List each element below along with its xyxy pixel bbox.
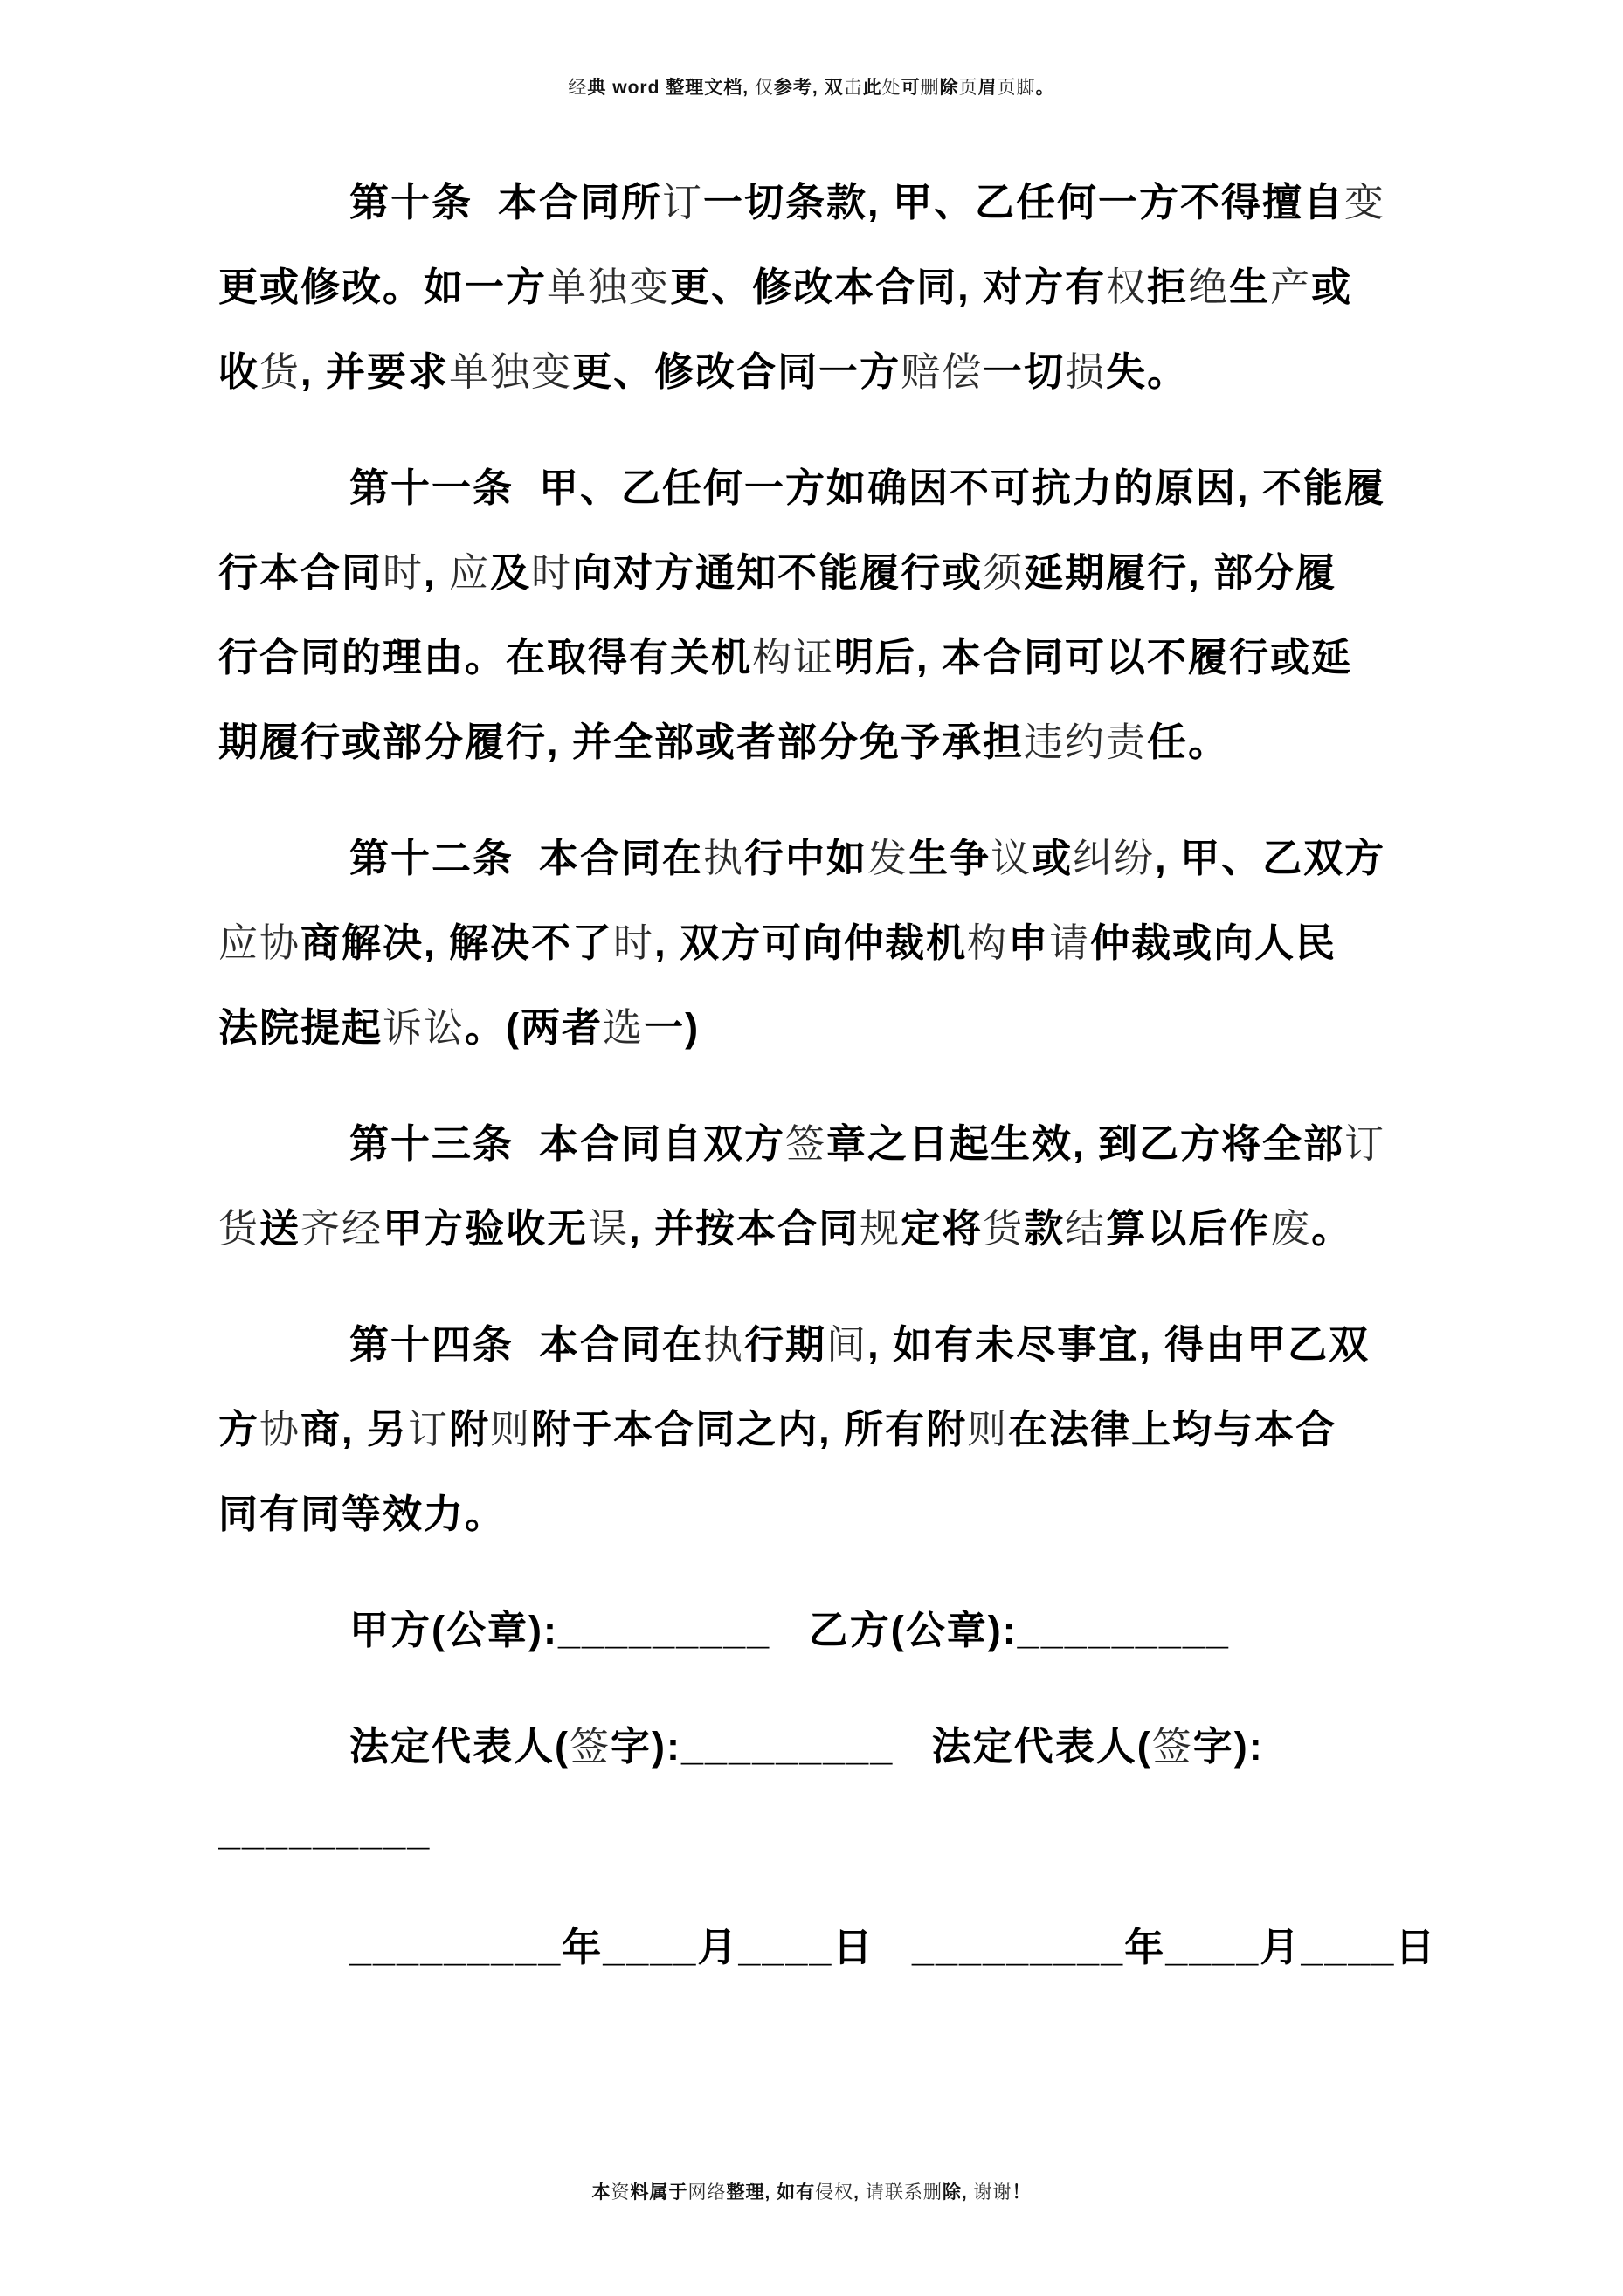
light-glyph: 赔: [901, 349, 943, 394]
light-glyph: 货: [983, 1206, 1025, 1251]
light-glyph: 击: [843, 78, 863, 98]
clause-article-11: [218, 445, 1389, 784]
light-glyph: 删: [920, 78, 940, 98]
light-glyph: 签: [1151, 1724, 1193, 1769]
light-glyph: 单: [547, 265, 589, 309]
clause-article-13: [218, 1101, 1389, 1271]
light-glyph: 诉: [383, 1005, 425, 1050]
light-glyph: 网: [687, 2182, 708, 2203]
light-glyph: 签: [785, 1121, 827, 1166]
light-glyph: 约: [1065, 720, 1107, 764]
clause-article-10: [218, 160, 1389, 414]
text-line: 第十三条 本合同自双方签章之日起生效, 到乙方将全部订: [349, 1121, 1386, 1166]
text-line: _________: [218, 1809, 432, 1853]
light-glyph: 谢: [992, 2182, 1012, 2203]
light-glyph: 变: [1344, 180, 1386, 224]
light-glyph: 讼: [424, 1005, 466, 1050]
light-glyph: 则: [490, 1407, 532, 1451]
clause-article-12: [218, 816, 1389, 1070]
text-line: 收货, 并要求单独变更、修改合同一方赔偿一切损失。: [218, 349, 1189, 394]
light-glyph: 时: [531, 550, 573, 595]
light-glyph: 权: [834, 2182, 854, 2203]
light-glyph: 选: [603, 1005, 645, 1050]
text-line: 期履行或部分履行, 并全部或者部分免予承担违约责任。: [218, 720, 1230, 764]
light-glyph: 经: [342, 1206, 383, 1251]
light-glyph: 须: [983, 550, 1025, 595]
light-glyph: 应: [449, 550, 491, 595]
text-line: 第十一条 甲、乙任何一方如确因不可抗力的原因, 不能履: [349, 465, 1386, 510]
light-glyph: 损: [1065, 349, 1107, 394]
page-header-note: 经典 word 整理文档, 仅参考, 双击此处可删除页眉页脚。: [568, 78, 1055, 98]
light-glyph: 发: [867, 836, 909, 880]
light-glyph: 权: [1106, 265, 1148, 309]
light-glyph: 齐: [300, 1206, 342, 1251]
light-glyph: 资: [611, 2182, 631, 2203]
light-glyph: 责: [1106, 720, 1148, 764]
document-body: [218, 160, 1437, 2021]
text-line: 第十条 本合同所订一切条款, 甲、乙任何一方不得擅自变: [349, 180, 1386, 224]
light-glyph: 间: [826, 1322, 868, 1367]
light-glyph: 处: [881, 78, 901, 98]
light-glyph: 侵: [815, 2182, 835, 2203]
light-glyph: 页: [958, 78, 978, 98]
light-glyph: 时: [383, 550, 425, 595]
light-glyph: 货: [259, 349, 301, 394]
light-glyph: 谢: [973, 2182, 993, 2203]
light-glyph: 订: [1344, 1121, 1386, 1166]
light-glyph: 执: [703, 1322, 745, 1367]
light-glyph: 则: [967, 1407, 1009, 1451]
light-glyph: 变: [531, 349, 573, 394]
light-glyph: 仅: [754, 78, 774, 98]
light-glyph: 执: [703, 836, 745, 880]
light-glyph: 构: [752, 635, 794, 679]
light-glyph: 删: [922, 2182, 943, 2203]
light-glyph: 偿: [942, 349, 984, 394]
light-glyph: 独: [490, 349, 532, 394]
legal-representative-signature-line: [218, 1704, 1389, 1873]
light-glyph: 联: [884, 2182, 904, 2203]
light-glyph: 变: [629, 265, 671, 309]
text-line: 第十四条 本合同在执行期间, 如有未尽事宜, 得由甲乙双: [349, 1322, 1371, 1367]
light-glyph: 请: [865, 2182, 885, 2203]
text-line: 应协商解决, 解决不了时, 双方可向仲裁机构申请仲裁或向人民: [218, 920, 1337, 965]
light-glyph: 独: [588, 265, 630, 309]
text-line: 行合同的理由。在取得有关机构证明后, 本合同可以不履行或延: [218, 635, 1353, 679]
light-glyph: 构: [967, 920, 1009, 965]
text-line: 法定代表人(签字):_________ 法定代表人(签字):: [349, 1724, 1264, 1769]
text-line: 法院提起诉讼。(两者选一): [218, 1005, 701, 1050]
light-glyph: 系: [903, 2182, 923, 2203]
light-glyph: 违: [1024, 720, 1066, 764]
light-glyph: 络: [707, 2182, 727, 2203]
light-glyph: 脚: [1016, 78, 1036, 98]
light-glyph: 订: [408, 1407, 450, 1451]
light-glyph: 绝: [1188, 265, 1230, 309]
light-glyph: 经: [568, 78, 588, 98]
text-line: 货送齐经甲方验收无误, 并按本合同规定将货款结算以后作废。: [218, 1206, 1353, 1251]
clause-article-14: [218, 1302, 1389, 1556]
light-glyph: 协: [259, 1407, 301, 1451]
light-glyph: 产: [1270, 265, 1312, 309]
light-glyph: 时: [613, 920, 655, 965]
light-glyph: 请: [1049, 920, 1091, 965]
text-line: 更或修改。如一方单独变更、修改本合同, 对方有权拒绝生产或: [218, 265, 1353, 309]
light-glyph: 单: [449, 349, 491, 394]
page-footer-note: 本资料属于网络整理, 如有侵权, 请联系删除, 谢谢！: [591, 2182, 1032, 2203]
light-glyph: 规: [860, 1206, 901, 1251]
text-line: 方协商, 另订附则附于本合同之内, 所有附则在法律上均与本合: [218, 1407, 1337, 1451]
date-line: [218, 1905, 1437, 1989]
light-glyph: 订: [662, 180, 704, 224]
light-glyph: 签: [570, 1724, 611, 1769]
light-glyph: 纠: [1073, 836, 1115, 880]
light-glyph: 页: [997, 78, 1017, 98]
light-glyph: 结: [1065, 1206, 1107, 1251]
text-line: _________年____月____日 _________年____月____日: [349, 1925, 1437, 1969]
light-glyph: 协: [259, 920, 301, 965]
light-glyph: 应: [218, 920, 260, 965]
text-line: 甲方(公章):_________ 乙方(公章):_________: [349, 1608, 1230, 1652]
light-glyph: 纷: [1114, 836, 1156, 880]
text-line: 行本合同时, 应及时向对方通知不能履行或须延期履行, 部分履: [218, 550, 1337, 595]
light-glyph: 货: [218, 1206, 260, 1251]
party-seal-signature-line: [218, 1588, 1389, 1672]
text-line: 第十二条 本合同在执行中如发生争议或纠纷, 甲、乙双方: [349, 836, 1386, 880]
light-glyph: 误: [588, 1206, 630, 1251]
light-glyph: 证: [793, 635, 835, 679]
text-line: 同有同等效力。: [218, 1492, 507, 1536]
light-glyph: 议: [991, 836, 1033, 880]
light-glyph: 废: [1270, 1206, 1312, 1251]
